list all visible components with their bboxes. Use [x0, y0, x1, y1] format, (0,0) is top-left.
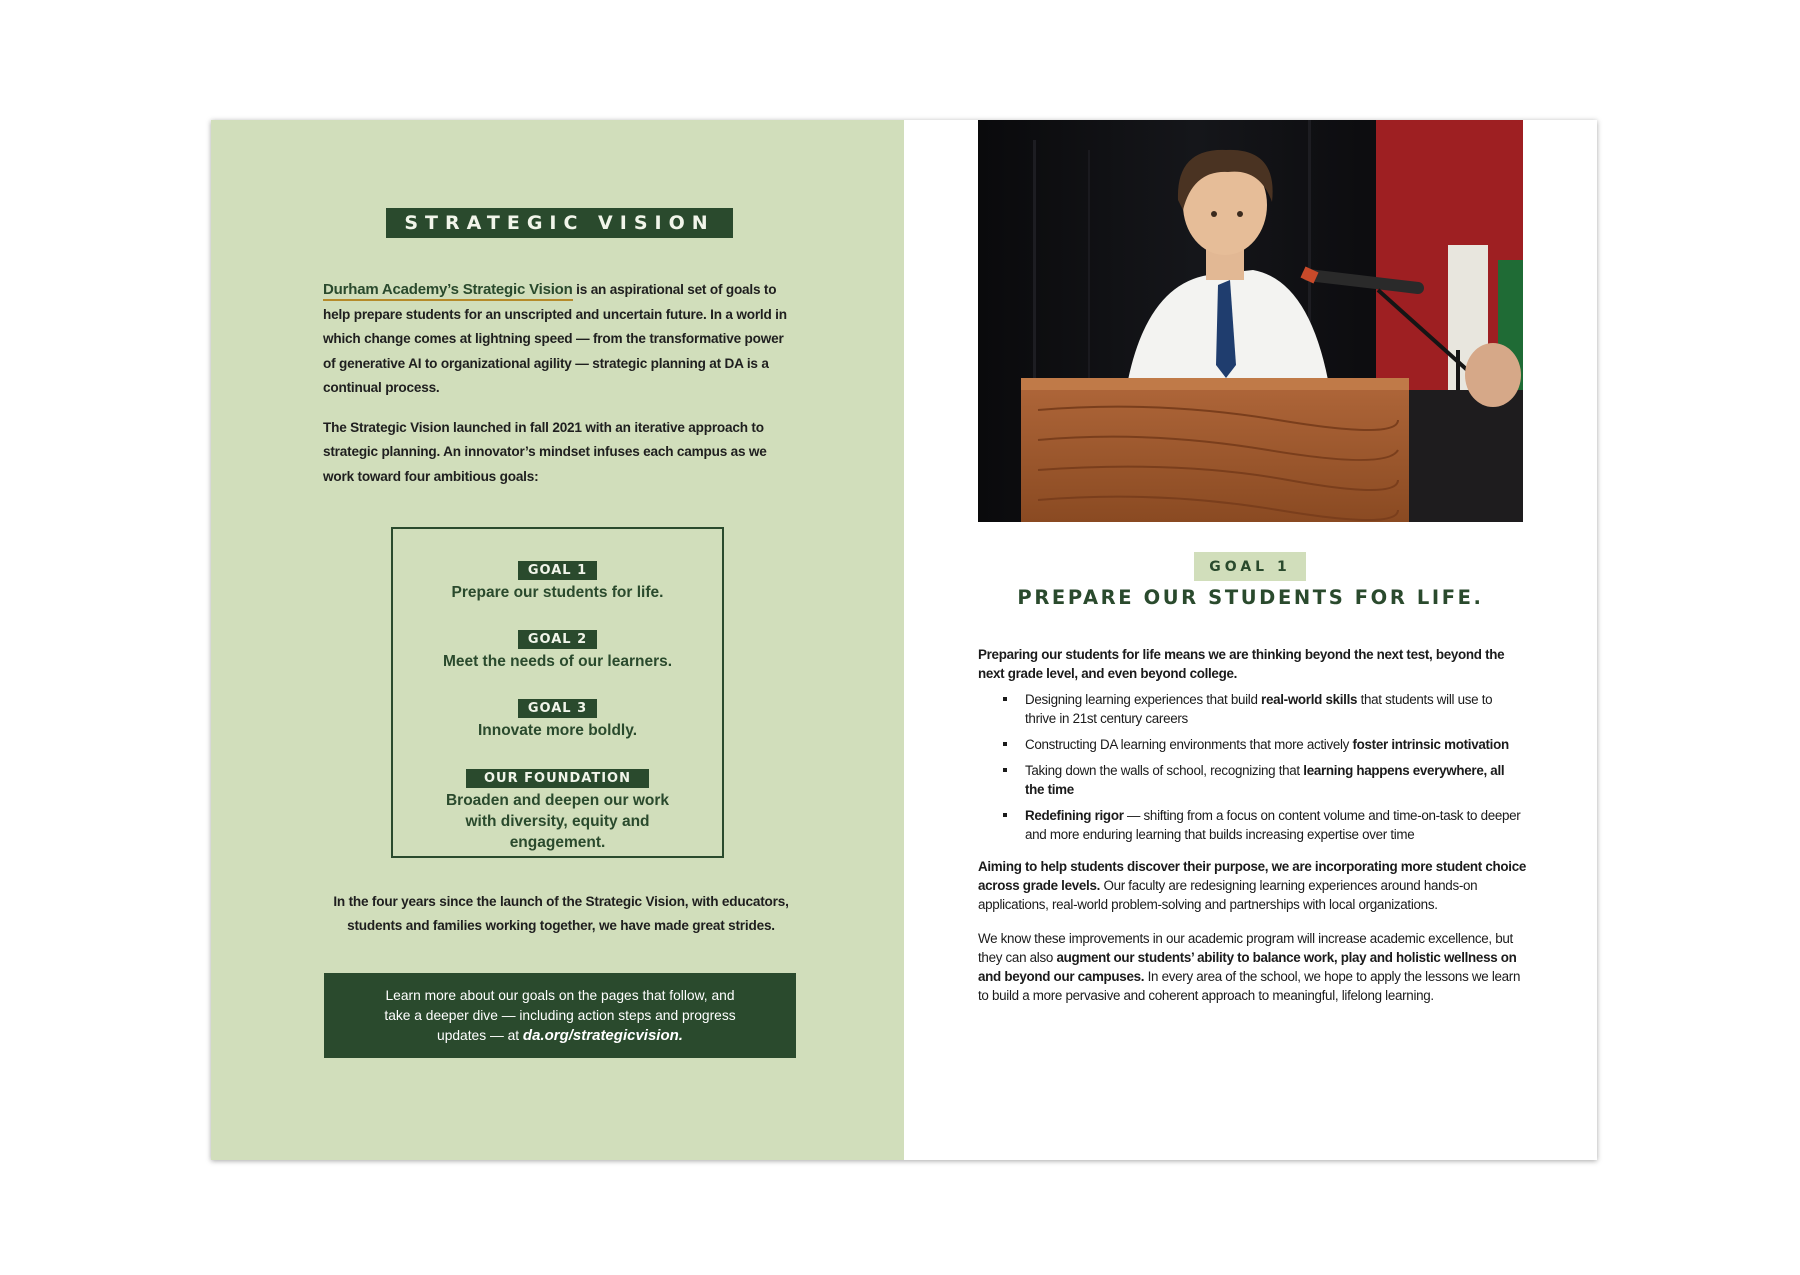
goal-2 — [393, 630, 722, 672]
goal-1-bullets — [978, 690, 1533, 844]
goal-1-intro: Preparing our students for life means we are thinking beyond the next test, beyond the next grade level, and even beyond college. — [978, 647, 1505, 681]
photo-illustration — [978, 120, 1523, 522]
strategic-vision-link[interactable]: da.org/strategicvision. — [522, 1027, 683, 1044]
outro-text: In the four years since the launch of the Strategic Vision, with educators, students and families working together, we have made great strides. — [333, 894, 789, 933]
goal-1-tag: GOAL 1 — [1194, 552, 1306, 581]
goal-1-paragraph-3: We know these improvements in our academic program will increase academic excellence, but they can also augment our students’ ability to balance work, play and holistic wellness on and beyond our campuses. In every area of the school, we hope to apply the lessons we learn to build a more pervasive and coherent approach to meaningful, lifelong learning. — [978, 931, 1521, 1003]
goal-3 — [393, 699, 722, 741]
goal-text: Prepare our students for life. — [451, 584, 664, 601]
bullet-item: Constructing DA learning environments that more actively foster intrinsic motivation — [1025, 735, 1533, 754]
intro-paragraph-1 — [323, 278, 798, 401]
bullet-item: Designing learning experiences that build real-world skills that students will use to thrive in 21st century careers — [1025, 690, 1533, 728]
student-speaking-at-podium-photo — [978, 120, 1523, 522]
strategic-vision-lead: Durham Academy’s Strategic Vision — [323, 281, 573, 301]
goal-1 — [393, 561, 722, 603]
goal-1-title: PREPARE OUR STUDENTS FOR LIFE. — [1017, 586, 1484, 609]
intro-paragraph-2: The Strategic Vision launched in fall 2021 with an iterative approach to strategic planning. An innovator’s mindset infuses each campus as we work toward four ambitious goals: — [323, 419, 767, 484]
goals-box — [391, 527, 724, 858]
goal-text: Innovate more boldly. — [477, 722, 638, 739]
intro-text — [323, 278, 798, 504]
goal-tag: GOAL 2 — [518, 630, 597, 649]
intro-paragraph-1-rest: is an aspirational set of goals to help prepare students for an unscripted and uncertain future. In a world in which change comes at lightning speed — from the transformative power of generative AI to organizational agility — strategic planning at DA is a continual process. — [323, 282, 787, 395]
right-page — [904, 120, 1597, 1160]
learn-more-box — [324, 973, 796, 1058]
goal-foundation — [393, 769, 722, 853]
bullet-item: Taking down the walls of school, recognizing that learning happens everywhere, all the time — [1025, 761, 1533, 799]
section-banner: STRATEGIC VISION — [386, 208, 733, 238]
learn-more-text — [324, 986, 796, 1046]
learn-more-copy: Learn more about our goals on the pages that follow, and take a deeper dive — including action steps and progress updates — at — [384, 988, 736, 1043]
goal-tag: GOAL 3 — [518, 699, 597, 718]
goal-tag: GOAL 1 — [518, 561, 597, 580]
goal-text: Meet the needs of our learners. — [442, 653, 673, 670]
bullet-item: Redefining rigor — shifting from a focus on content volume and time-on-task to deeper and more enduring learning that builds increasing expertise over time — [1025, 806, 1533, 844]
goal-tag: OUR FOUNDATION — [466, 769, 649, 788]
brochure-spread — [211, 120, 1597, 1160]
left-page — [211, 120, 904, 1160]
goal-text: Broaden and deepen our work with diversity, equity and engagement. — [445, 792, 670, 851]
goal-1-body — [978, 645, 1533, 1020]
goal-1-paragraph-2: Aiming to help students discover their purpose, we are incorporating more student choice across grade levels. Our faculty are redesigning learning experiences around hands-on applications, real-world problem-solving and partnerships with local organizations. — [978, 859, 1527, 912]
